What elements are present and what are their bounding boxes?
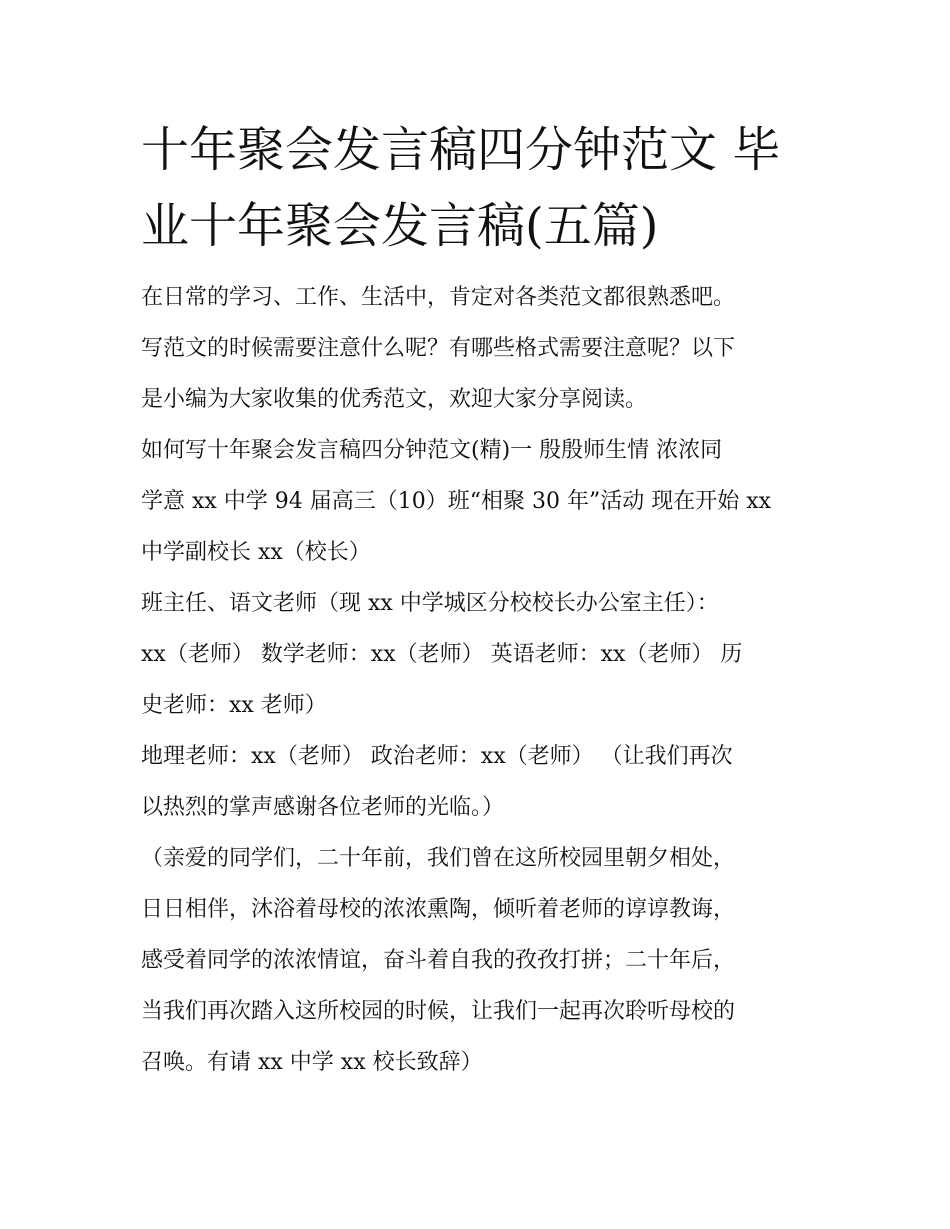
title-line: 十年聚会发言稿四分钟范文 毕 [141,122,781,178]
body-line: 在日常的学习、工作、生活中，肯定对各类范文都很熟悉吧。 [141,285,736,310]
body-line: （亲爱的同学们，二十年前，我们曾在这所校园里朝夕相处， [141,846,736,871]
body-line: 日日相伴，沐浴着母校的浓浓熏陶，倾听着老师的谆谆教诲， [141,897,736,922]
title-line: 业十年聚会发言稿(五篇) [141,198,659,254]
body-line: 召唤。有请 xx 中学 xx 校长致辞） [141,1050,483,1075]
body-line: 中学副校长 xx（校长） [141,540,371,565]
body-line: 史老师：xx 老师） [141,693,327,718]
document-page [141,112,817,1088]
body-line: 如何写十年聚会发言稿四分钟范文(精)一 殷殷师生情 浓浓同 [141,438,723,463]
body-line: 学意 xx 中学 94 届高三（10）班“相聚 30 年”活动 现在开始 xx [141,489,772,514]
body-line: 以热烈的掌声感谢各位老师的光临。） [141,795,505,820]
body-line: 当我们再次踏入这所校园的时候，让我们一起再次聆听母校的 [141,999,736,1024]
body-line: 是小编为大家收集的优秀范文，欢迎大家分享阅读。 [141,387,648,412]
body-line: 班主任、语文老师（现 xx 中学城区分校校长办公室主任）： [141,591,719,616]
body-line: xx（老师） 数学老师：xx（老师） 英语老师：xx（老师） 历 [141,642,743,667]
body-line: 写范文的时候需要注意什么呢？有哪些格式需要注意呢？以下 [141,336,736,361]
body-line: 地理老师：xx（老师） 政治老师：xx（老师） （让我们再次 [141,744,733,769]
document-body [141,272,817,1088]
document-title [141,112,817,264]
body-line: 感受着同学的浓浓情谊，奋斗着自我的孜孜打拼；二十年后， [141,948,736,973]
